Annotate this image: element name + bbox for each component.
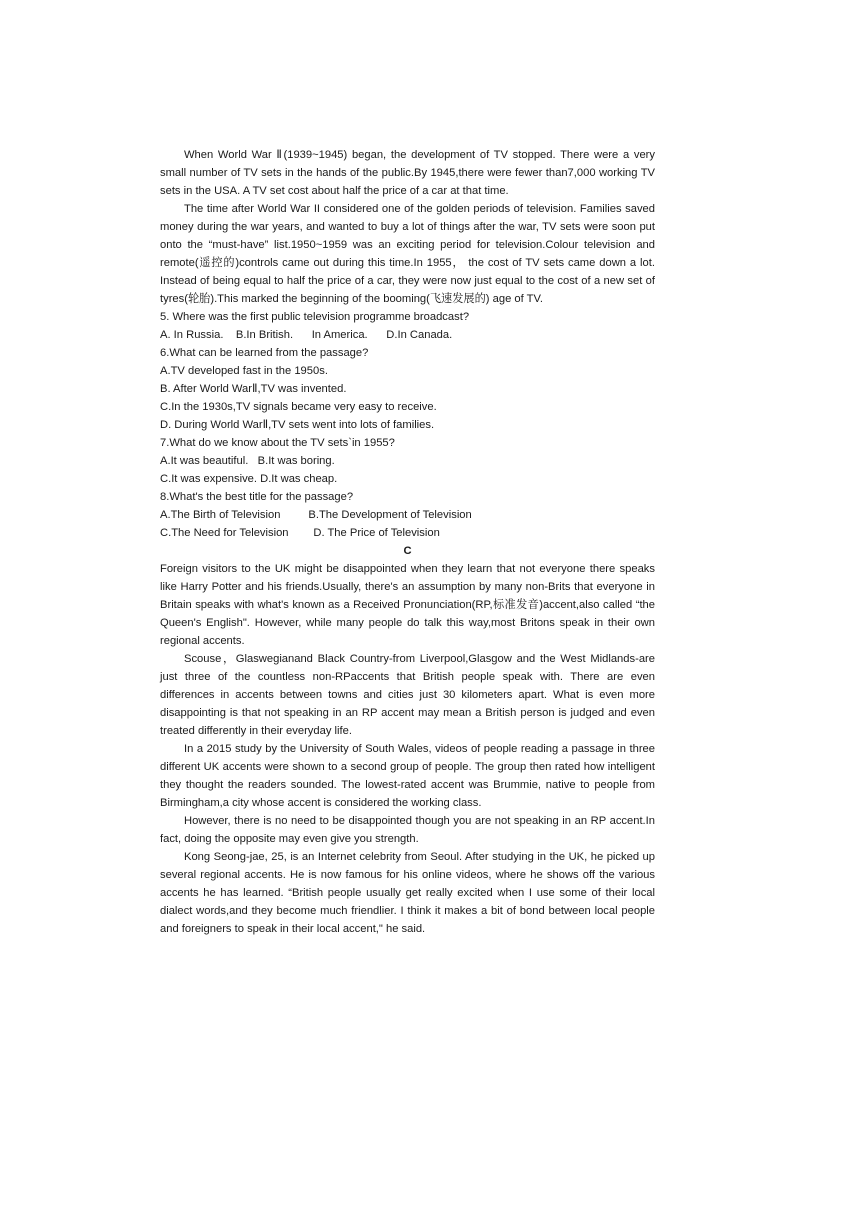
options-ab: A.It was beautiful. B.It was boring. [160,455,335,467]
passage-c-paragraph-5: Kong Seong-jae, 25, is an Internet celebrity from Seoul. After studying in the UK, he picked up several regional accents. He is now famous for his online videos, where he shows off the various accents he has learned. “British people usually get really excited when I use some of their local dialect words,and they become much friendlier. I think it makes a bit of bond between local people and foreigners to speak in their local accent," he said. [160,851,655,935]
question-stem: 5. Where was the first public television programme broadcast? [160,311,470,323]
question-7 [160,434,655,488]
question-stem: 7.What do we know about the TV sets`in 1955? [160,437,395,449]
passage-c-paragraph-1: Foreign visitors to the UK might be disappointed when they learn that not everyone there speaks like Harry Potter and his friends.Usually, there's an assumption by many non-Brits that everyone in Britain speaks with what's known as a Received Pronunciation(RP,标准发音)accent,also called “the Queen's English". However, while many people do talk this way,most Britons speak in their own regional accents. [160,563,655,647]
option-a: A.TV developed fast in the 1950s. [160,365,328,377]
question-8 [160,488,655,542]
option-d: D. During World WarⅡ,TV sets went into lots of families. [160,419,435,431]
passage-c-label: C [403,545,412,557]
option-b: B. After World WarⅡ,TV was invented. [160,383,347,395]
options-ab: A.The Birth of Television B.The Development of Television [160,509,472,521]
exam-page [160,146,655,938]
question-stem: 6.What can be learned from the passage? [160,347,369,359]
question-stem: 8.What's the best title for the passage? [160,491,354,503]
passage-c-paragraph-3: In a 2015 study by the University of South Wales, videos of people reading a passage in three different UK accents were shown to a second group of people. The group then rated how intelligent they thought the readers sounded. The lowest-rated accent was Brummie, native to people from Birmingham,a city whose accent is considered the working class. [160,743,655,809]
passage-b-paragraph-1: When World War Ⅱ(1939~1945) began, the development of TV stopped. There were a very small number of TV sets in the hands of the public.By 1945,there were fewer than7,000 working TV sets in the USA. A TV set cost about half the price of a car at that time. [160,149,655,197]
option-c: C.In the 1930s,TV signals became very easy to receive. [160,401,437,413]
question-5 [160,308,655,344]
question-options: A. In Russia. B.In British. In America. D.In Canada. [160,329,453,341]
options-cd: C.The Need for Television D. The Price of Television [160,527,440,539]
passage-c-paragraph-4: However, there is no need to be disappointed though you are not speaking in an RP accent.In fact, doing the opposite may even give you strength. [160,815,655,845]
options-cd: C.It was expensive. D.It was cheap. [160,473,338,485]
passage-b-paragraph-2: The time after World War II considered one of the golden periods of television. Families saved money during the war years, and wanted to buy a lot of things after the war, TV sets were soon put onto the “must-have” list.1950~1959 was an exciting period for television.Colour television and remote(遥控的)controls came out during this time.In 1955， the cost of TV sets came down a lot. Instead of being equal to half the price of a car, they were now just equal to the cost of a new set of tyres(轮胎).This marked the beginning of the booming(飞速发展的) age of TV. [160,203,655,305]
question-6 [160,344,655,434]
passage-c-paragraph-2: Scouse，Glaswegianand Black Country-from Liverpool,Glasgow and the West Midlands-are just three of the countless non-RPaccents that British people speak with. There are even differences in accents between towns and cities just 30 kilometers apart. What is even more disappointing is that not speaking in an RP accent may mean a British person is judged and even treated differently in their everyday life. [160,653,655,737]
